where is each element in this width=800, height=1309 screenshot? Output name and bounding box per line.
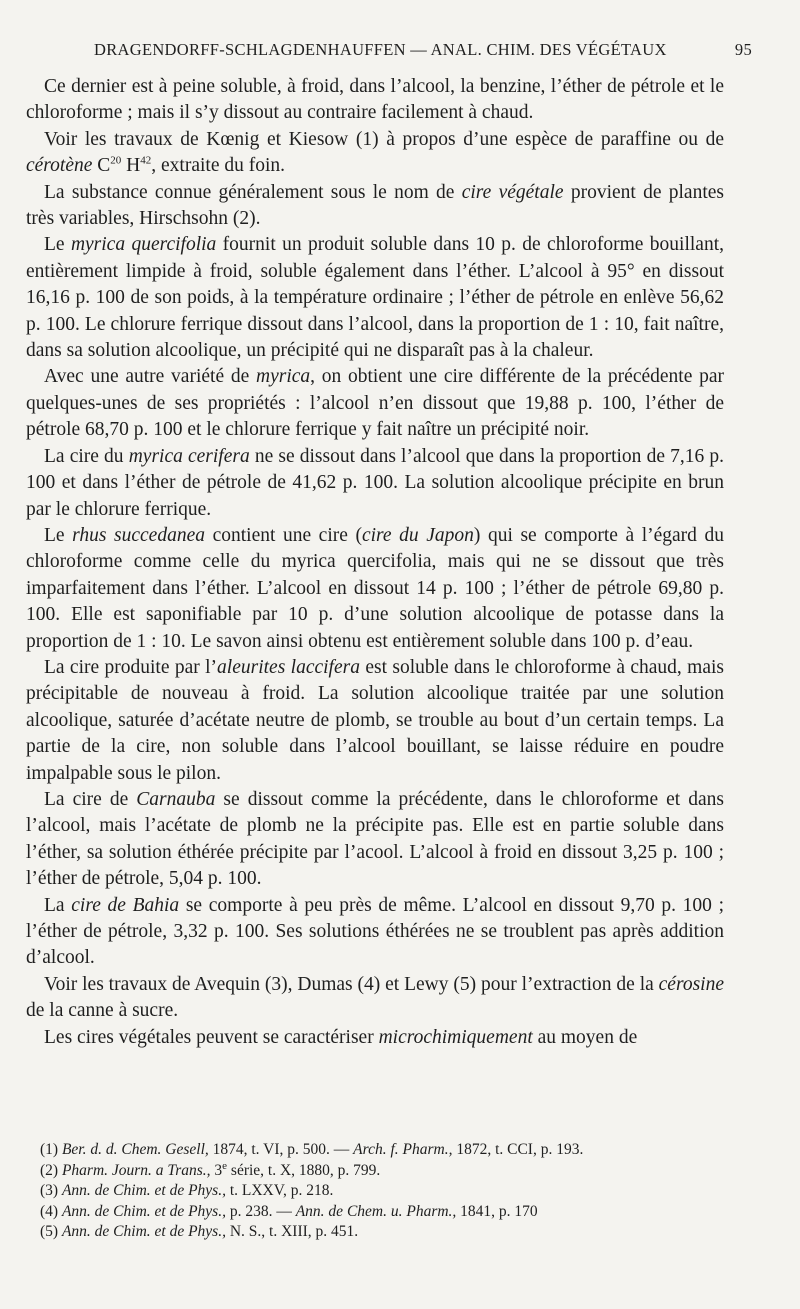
footnote [40, 1202, 720, 1223]
italic-text: cérotène [26, 155, 93, 177]
text-run: de la canne à sucre. [26, 1000, 179, 1022]
paragraph [26, 444, 724, 523]
paragraph [26, 180, 724, 233]
text-run: Le [44, 524, 73, 546]
footnote [40, 1140, 720, 1161]
text-run: Avec une autre variété de [44, 366, 256, 388]
paragraph [26, 972, 724, 1025]
italic-text: cire végétale [461, 181, 564, 203]
italic-text: microchimiquement [378, 1026, 533, 1048]
footnote [40, 1161, 720, 1182]
italic-text: Ann. de Chim. et de Phys., [61, 1223, 226, 1241]
italic-text: cire du Japon [361, 524, 474, 546]
text-run: 1874, t. VI, p. 500. — [208, 1141, 354, 1158]
text-run: Le [44, 234, 71, 256]
paragraph [26, 787, 724, 893]
superscript: 20 [110, 154, 122, 167]
text-run: (1) [40, 1141, 62, 1158]
paragraph [26, 523, 724, 655]
text-run: au moyen de [532, 1026, 638, 1048]
italic-text: myrica quercifolia [70, 234, 217, 256]
text-run: 1841, p. 170 [456, 1202, 538, 1220]
text-run: est soluble dans le chloroforme à chaud, mais précipitable de nouveau à froid. La solution alcoolique traitée par une solution alcoolique, saturée d’acétate neutre de plomb, se trouble au bout d’un certain temps. La partie de la cire, non soluble dans l’alcool bouillant, se laisse réduire en poudre impalpable sous le pilon. [26, 656, 724, 784]
text-run: t. LXXV, p. 218. [225, 1182, 334, 1200]
paragraph [26, 127, 724, 180]
text-run: 3 [210, 1161, 223, 1179]
text-run: p. 238. — [225, 1202, 296, 1220]
text-run: série, t. X, 1880, p. 799. [227, 1161, 381, 1179]
page-number: 95 [734, 40, 752, 59]
text-run: (4) [40, 1202, 62, 1220]
text-run: (3) [40, 1182, 62, 1200]
footnotes [40, 1140, 720, 1243]
text-run: contient une cire ( [205, 524, 362, 546]
text-run: se comporte à peu près de même. L’alcool en dissout 9,70 p. 100 ; l’éther de pétrole, 3,32 p. 100. Ses solutions éthérées ne se troublent pas après addition d’alcool. [26, 894, 725, 969]
text-run: La cire de [44, 788, 137, 810]
footnote [40, 1181, 720, 1202]
paragraph [26, 655, 724, 787]
text-run: La [44, 894, 72, 916]
text-run: C [92, 155, 111, 177]
italic-text: cérosine [658, 973, 724, 995]
italic-text: aleurites laccifera [217, 656, 360, 678]
text-run: H [121, 155, 141, 177]
text-run: N. S., t. XIII, p. 451. [225, 1223, 359, 1241]
italic-text: Ann. de Chem. u. Pharm., [295, 1202, 457, 1220]
italic-text: Ber. d. d. Chem. Gesell, [61, 1141, 209, 1158]
italic-text: Pharm. Journ. a Trans., [61, 1161, 211, 1179]
text-run: Voir les travaux de Avequin (3), Dumas (4) et Lewy (5) pour l’extraction de la [44, 973, 659, 995]
text-run: se dissout comme la précédente, dans le chloroforme et dans l’alcool, mais l’acétate de plomb ne la précipite pas. Elle est en partie soluble dans l’éther, sa solution éthérée précipite par l’acool. L’alcool à froid en dissout 3,25 p. 100 ; l’éther de pétrole, 5,04 p. 100. [26, 788, 725, 890]
text-run: fournit un produit soluble dans 10 p. de chloroforme bouillant, entièrement limpide à froid, soluble également dans l’éther. L’alcool à 95° en dissout 16,16 p. 100 de son poids, à la température ordinaire ; l’éther de pétrole en enlève 56,62 p. 100. Le chlorure ferrique dissout dans l’alcool, dans la proportion de 1 : 10, fait naître, dans sa solution alcoolique, un précipité qui ne disparaît pas à la chaleur. [26, 234, 724, 362]
text-run: , extraite du foin. [151, 155, 286, 177]
superscript: 42 [140, 154, 152, 167]
running-title: DRAGENDORFF-SCHLAGDENHAUFFEN — ANAL. CHIM. DES VÉGÉTAUX [94, 40, 667, 59]
text-run: , on obtient une cire différente de la précédente par quelques-unes de ses propriétés : l’alcool n’en dissout que 19,88 p. 100, l’éther de pétrole 68,70 p. 100 et le chlorure ferrique y fait naître un précipité noir. [26, 366, 724, 441]
paragraph [26, 1025, 724, 1051]
text-run: Les cires végétales peuvent se caractériser [44, 1026, 379, 1048]
text-run: ) qui se comporte à l’égard du chloroforme comme celle du myrica quercifolia, mais qui ne se dissout que très imparfaitement dans l’éther. L’alcool en dissout 14 p. 100 ; l’éther de pétrole 69,80 p. 100. Elle est saponifiable par 10 p. d’une solution alcoolique de potasse dans la proportion de 1 : 10. Le savon ainsi obtenu est entièrement soluble dans 100 p. d’eau. [26, 524, 724, 652]
text-run: ne se dissout dans l’alcool que dans la proportion de 7,16 p. 100 et dans l’éther de pétrole de 41,62 p. 100. La solution alcoolique précipite en brun par le chlorure ferrique. [26, 445, 724, 520]
book-page [26, 40, 752, 1051]
italic-text: myrica [256, 366, 311, 388]
text-run: provient de plantes très variables, Hirschsohn (2). [26, 181, 724, 230]
italic-text: Ann. de Chim. et de Phys., [61, 1182, 226, 1200]
text-run: La cire produite par l’ [44, 656, 218, 678]
italic-text: cire de Bahia [71, 894, 180, 916]
page-header [26, 40, 752, 70]
text-run: La substance connue généralement sous le nom de [44, 181, 462, 203]
superscript: e [222, 1159, 228, 1172]
text-run: (2) [40, 1161, 62, 1179]
body-text [26, 74, 724, 1051]
text-run: Voir les travaux de Kœnig et Kiesow (1) à propos d’une espèce de paraffine ou de [44, 128, 724, 150]
italic-text: myrica cerifera [128, 445, 250, 467]
italic-text: rhus succedanea [72, 524, 205, 546]
paragraph [26, 364, 724, 443]
paragraph [26, 74, 724, 127]
text-run: La cire du [44, 445, 129, 467]
text-run: (5) [40, 1223, 62, 1241]
italic-text: Carnauba [136, 788, 216, 810]
paragraph [26, 893, 724, 972]
paragraph [26, 232, 724, 364]
text-run: Ce dernier est à peine soluble, à froid, dans l’alcool, la benzine, l’éther de pétrole et le chloroforme ; mais il s’y dissout au contraire facilement à chaud. [26, 76, 724, 124]
footnote [40, 1222, 720, 1243]
italic-text: Arch. f. Pharm., [353, 1141, 453, 1158]
text-run: 1872, t. CCI, p. 193. [452, 1141, 584, 1158]
italic-text: Ann. de Chim. et de Phys., [61, 1202, 226, 1220]
